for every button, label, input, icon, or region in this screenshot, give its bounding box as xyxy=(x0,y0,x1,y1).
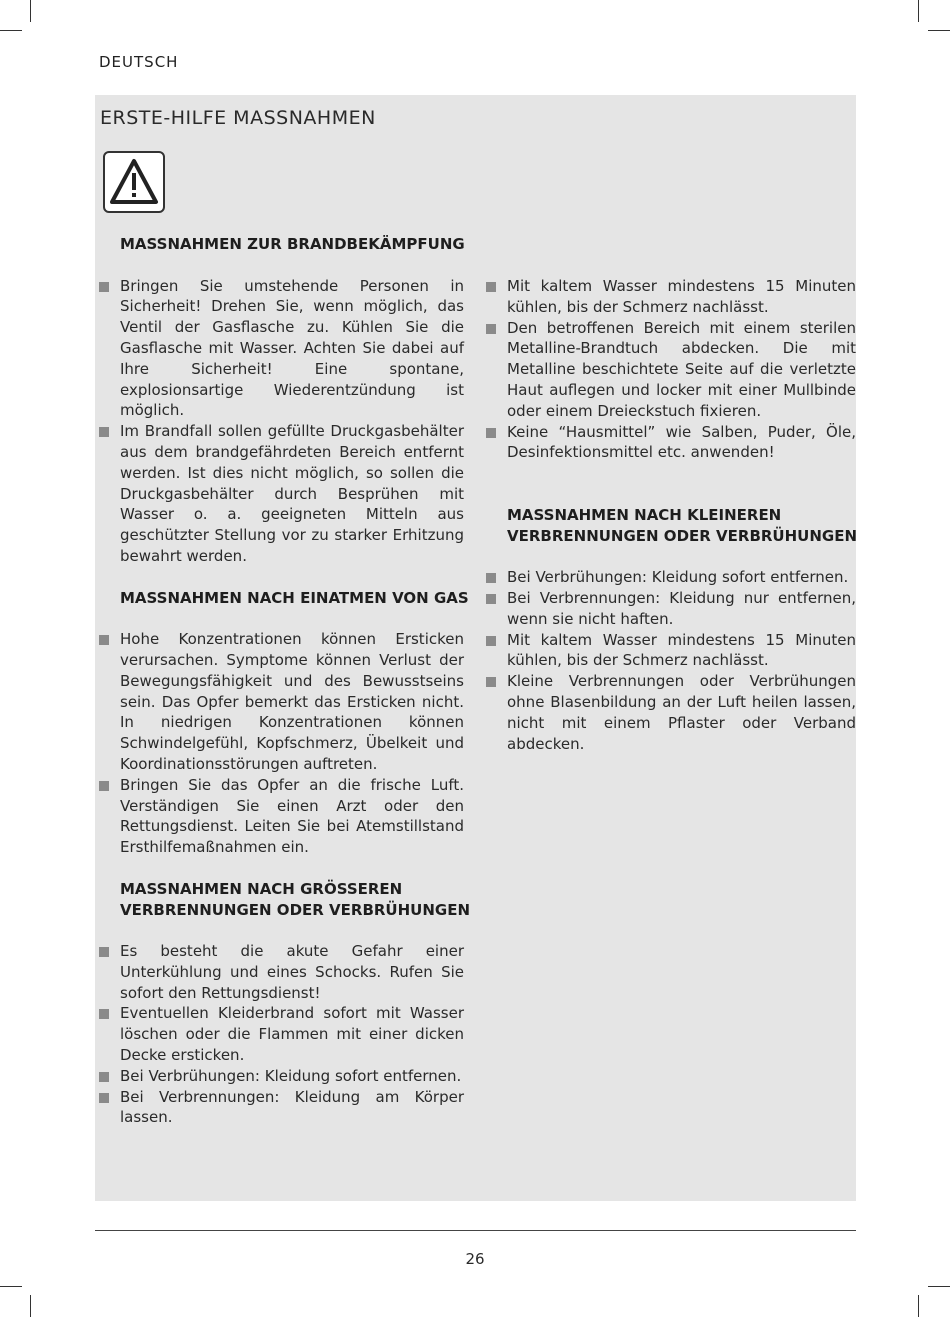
crop-mark xyxy=(0,30,22,31)
list-item: Eventuellen Kleiderbrand sofort mit Wasser löschen oder die Flammen mit einer dicken Decke ersticken. xyxy=(99,1003,464,1065)
crop-mark xyxy=(30,0,31,22)
minor-burns-list xyxy=(486,567,856,754)
major-burns-continued-list xyxy=(486,276,856,463)
minor-burns-heading: MASSNAHMEN NACH KLEINEREN VERBRENNUNGEN ODER VERBRÜHUNGEN xyxy=(507,505,858,545)
gas-heading: MASSNAHMEN NACH EINATMEN VON GAS xyxy=(120,588,469,607)
warning-triangle-icon xyxy=(103,151,165,213)
list-item: Im Brandfall sollen gefüllte Druckgasbehälter aus dem brandgefährdeten Bereich entfernt werden. Ist dies nicht möglich, so sollen die Druckgasbehälter durch Besprühen mit Wasser o. a. geeigneten Mitteln aus geschützter Stellung vor zu starker Erhitzung bewahrt werden. xyxy=(99,421,464,567)
crop-mark xyxy=(30,1295,31,1317)
major-burns-heading: MASSNAHMEN NACH GRÖSSEREN VERBRENNUNGEN ODER VERBRÜHUNGEN xyxy=(120,879,471,919)
list-item: Hohe Konzentrationen können Ersticken verursachen. Symptome können Verlust der Bewegungsfähigkeit und des Bewusstseins sein. Das Opfer bemerkt das Ersticken nicht. In niedrigen Konzentrationen können Schwindelgefühl, Kopfschmerz, Übelkeit und Koordinationsstörungen auftreten. xyxy=(99,629,464,775)
list-item: Bei Verbrennungen: Kleidung nur entfernen, wenn sie nicht haften. xyxy=(486,588,856,630)
crop-mark xyxy=(918,0,919,22)
list-item: Bei Verbrennungen: Kleidung am Körper lassen. xyxy=(99,1087,464,1129)
list-item: Kleine Verbrennungen oder Verbrühungen ohne Blasenbildung an der Luft heilen lassen, nicht mit einem Pflaster oder Verband abdecken. xyxy=(486,671,856,754)
fire-list xyxy=(99,276,464,567)
list-item: Bei Verbrühungen: Kleidung sofort entfernen. xyxy=(99,1066,464,1087)
right-column xyxy=(486,276,856,754)
crop-mark xyxy=(918,1295,919,1317)
list-item: Bei Verbrühungen: Kleidung sofort entfernen. xyxy=(486,567,856,588)
major-burns-list xyxy=(99,941,464,1128)
left-column xyxy=(99,234,471,1128)
crop-mark xyxy=(928,1286,950,1287)
language-label: DEUTSCH xyxy=(99,53,179,71)
crop-mark xyxy=(928,30,950,31)
list-item: Keine “Hausmittel” wie Salben, Puder, Öle, Desinfektionsmittel etc. anwenden! xyxy=(486,422,856,464)
list-item: Den betroffenen Bereich mit einem sterilen Metalline-Brandtuch abdecken. Die mit Metalline beschichtete Seite auf die verletzte Haut auflegen und locker mit einer Mullbinde oder einem Dreieckstuch fixieren. xyxy=(486,318,856,422)
footer-rule xyxy=(95,1230,856,1231)
page-number: 26 xyxy=(465,1250,485,1268)
fire-heading: MASSNAHMEN ZUR BRANDBEKÄMPFUNG xyxy=(120,235,465,253)
list-item: Es besteht die akute Gefahr einer Unterkühlung und eines Schocks. Rufen Sie sofort den Rettungsdienst! xyxy=(99,941,464,1003)
gas-list xyxy=(99,629,464,858)
list-item: Mit kaltem Wasser mindestens 15 Minuten kühlen, bis der Schmerz nachlässt. xyxy=(486,630,856,672)
list-item: Mit kaltem Wasser mindestens 15 Minuten kühlen, bis der Schmerz nachlässt. xyxy=(486,276,856,318)
crop-mark xyxy=(0,1286,22,1287)
list-item: Bringen Sie umstehende Personen in Sicherheit! Drehen Sie, wenn möglich, das Ventil der Gasflasche zu. Kühlen Sie die Gasflasche mit Wasser. Achten Sie dabei auf Ihre Sicherheit! Eine spontane, explosionsartige Wiederentzündung ist möglich. xyxy=(99,276,464,422)
section-title: ERSTE-HILFE MASSNAHMEN xyxy=(100,107,376,129)
list-item: Bringen Sie das Opfer an die frische Luft. Verständigen Sie einen Arzt oder den Rettungsdienst. Leiten Sie bei Atemstillstand Ersthilfemaßnahmen ein. xyxy=(99,775,464,858)
